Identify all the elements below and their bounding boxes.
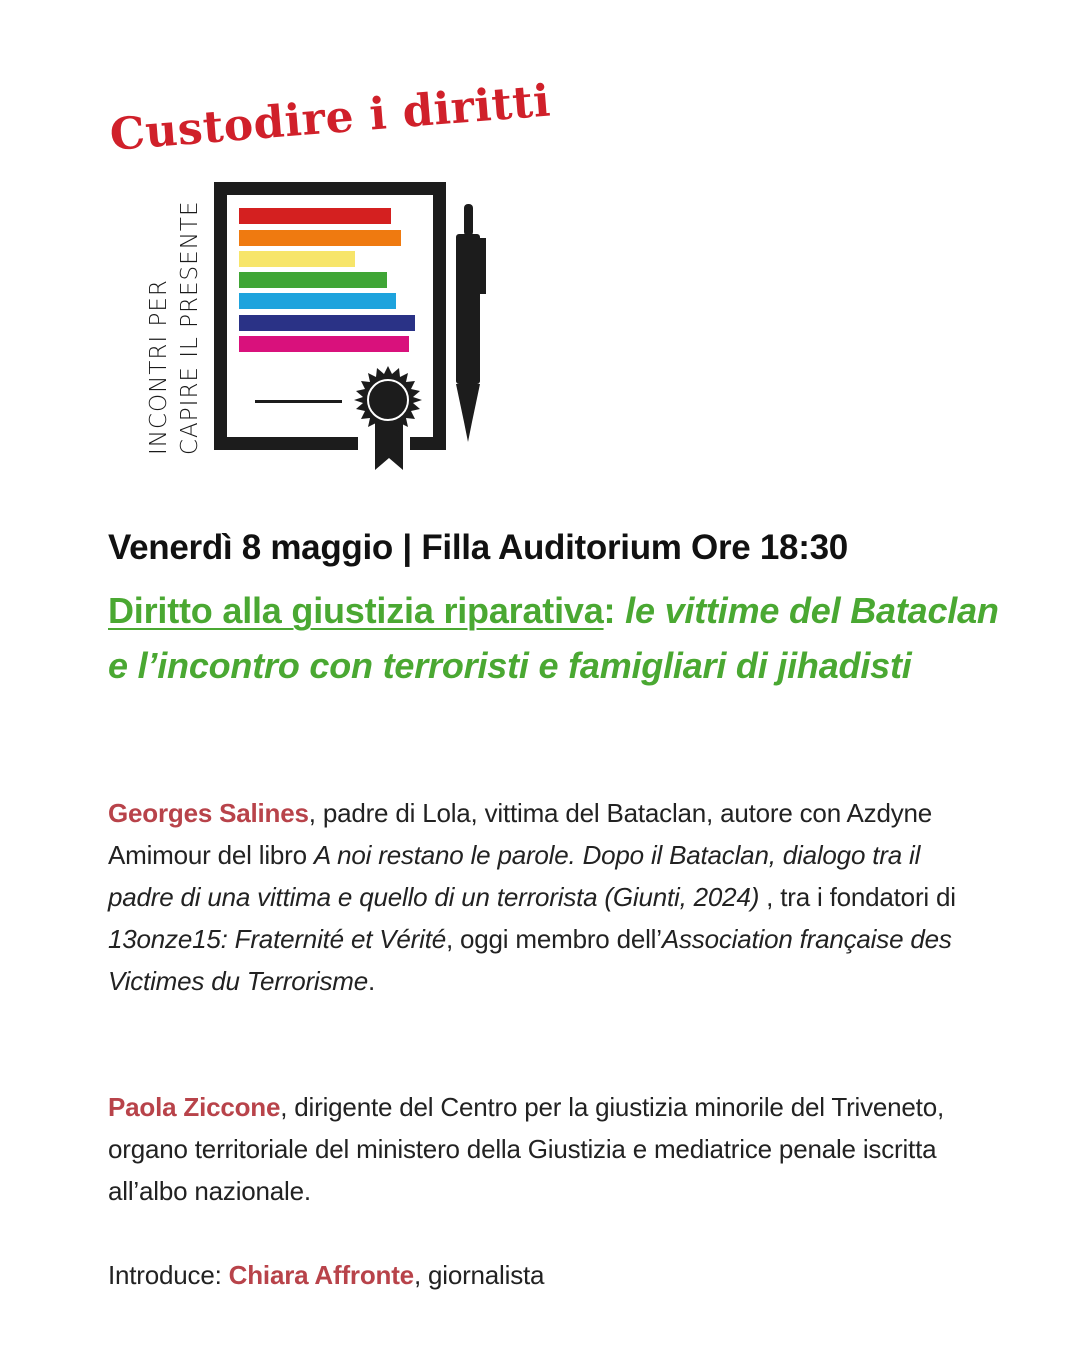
rainbow-bar [239,272,387,288]
rainbow-bar [239,315,415,331]
rainbow-bar [239,208,391,224]
seal-icon [354,366,422,434]
logo-title: Custodire i diritti [107,75,553,161]
title-subtitle: le vittime del Bataclan e l’incontro con terroristi e famigliari di jihadisti [108,590,999,686]
tagline-line-1: INCONTRI PER [146,279,172,455]
rainbow-bar [239,230,401,246]
association-name: 13onze15: Fraternité et Vérité [108,924,446,954]
speaker-name: Paola Ziccone [108,1092,281,1122]
moderator-role: , giornalista [413,1260,545,1290]
rainbow-bar [239,251,355,267]
association-name: Association française des Victimes du Terrorisme [108,924,952,996]
rainbow-bar [239,293,396,309]
intro-label: Introduce: [108,1260,229,1290]
moderator-line [108,1254,988,1296]
event-logo [100,75,553,480]
book-title: A noi restano le parole. Dopo il Bataclan, dialogo tra il padre di una vittima e quello di un terrorista (Giunti, 2024) [108,840,921,912]
event-title: Diritto alla giustizia riparativa: le vittime del Bataclan e l’incontro con terroristi e famigliari di jihadisti [108,590,999,686]
rainbow-bar [239,336,409,352]
event-date-venue: Venerdì 8 maggio | Filla Auditorium Ore 18:30 [108,528,848,567]
speaker-bio: Georges Salines, padre di Lola, vittima del Bataclan, autore con Azdyne Amimour del libro A noi restano le parole. Dopo il Bataclan, dialogo tra il padre di una vittima e quello di un terrorista (Giunti, 2024) , tra i fondatori di 13onze15: Fraternité et Vérité, oggi membro dell’Association française des Victimes du Terrorisme. [108,798,956,996]
tagline-line-2: CAPIRE IL PRESENTE [177,200,203,455]
title-topic: Diritto alla giustizia riparativa [108,590,604,631]
speaker-bio: Paola Ziccone, dirigente del Centro per la giustizia minorile del Triveneto, organo territoriale del ministero della Giustizia e mediatrice penale iscritta all’albo nazionale. [108,1092,944,1206]
pen-icon [452,204,492,444]
signature-line [255,400,342,403]
speaker-name: Georges Salines [108,798,309,828]
moderator-name: Chiara Affronte [228,1260,414,1290]
logo-tagline [144,201,206,455]
